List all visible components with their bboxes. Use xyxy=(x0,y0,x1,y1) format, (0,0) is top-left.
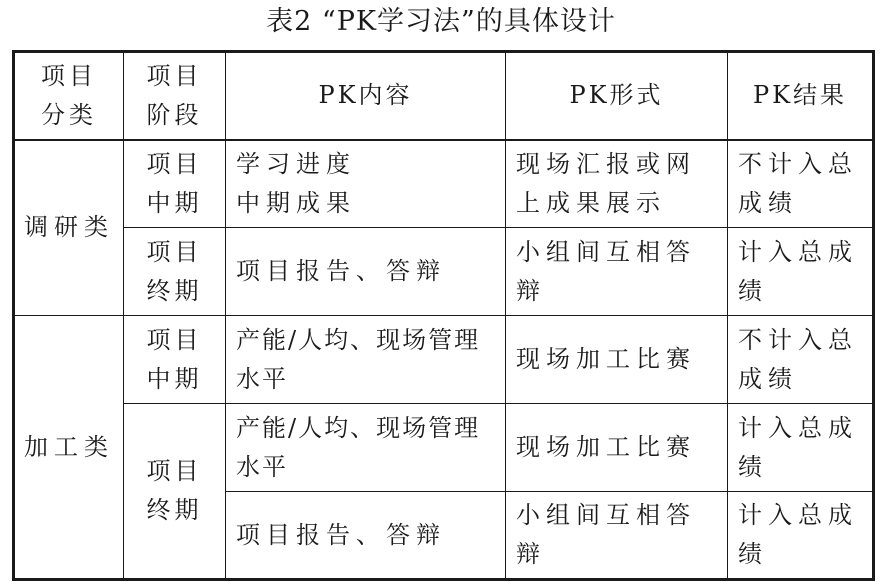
stage-line-2: 中期 xyxy=(146,188,203,217)
pk-design-table xyxy=(12,50,875,581)
header-result: PK结果 xyxy=(728,52,874,140)
category-cell-processing: 加工类 xyxy=(14,316,124,580)
result-line-1: 计入总成 xyxy=(738,237,858,266)
form-line-1: 现场加工比赛 xyxy=(516,433,696,461)
content-cell xyxy=(226,140,506,228)
header-stage xyxy=(124,52,226,140)
form-cell xyxy=(506,404,728,492)
content-line-1: 项目报告、答辩 xyxy=(236,520,446,549)
result-line-2: 成绩 xyxy=(738,364,798,393)
result-line-1: 不计入总 xyxy=(738,325,858,354)
content-cell xyxy=(226,228,506,316)
content-cell xyxy=(226,492,506,580)
result-line-2: 绩 xyxy=(738,452,768,481)
form-line-2: 辩 xyxy=(516,540,546,568)
result-cell xyxy=(728,316,874,404)
stage-line-1: 项目 xyxy=(146,237,203,266)
stage-cell xyxy=(124,228,226,316)
header-form: PK形式 xyxy=(506,52,728,140)
stage-line-1: 项目 xyxy=(146,325,203,354)
table-row xyxy=(14,140,874,228)
result-line-1: 计入总成 xyxy=(738,501,858,529)
stage-cell xyxy=(124,404,226,580)
content-cell xyxy=(226,404,506,492)
form-line-2: 辩 xyxy=(516,276,546,305)
table-row xyxy=(14,404,874,492)
stage-line-2: 中期 xyxy=(146,364,203,393)
stage-line-1: 项目 xyxy=(146,149,203,178)
content-line-1: 产能/人均、现场管理 xyxy=(236,325,481,354)
result-cell xyxy=(728,140,874,228)
header-category-line-2: 分类 xyxy=(41,100,97,129)
content-line-1: 产能/人均、现场管理 xyxy=(236,413,481,442)
form-line-2: 上成果展示 xyxy=(516,188,666,217)
header-category-line-1: 项目 xyxy=(41,61,97,90)
header-row xyxy=(14,52,874,140)
stage-cell xyxy=(124,140,226,228)
table-row xyxy=(14,316,874,404)
stage-line-2: 终期 xyxy=(146,276,203,305)
form-cell xyxy=(506,316,728,404)
form-cell xyxy=(506,492,728,580)
result-line-2: 绩 xyxy=(738,276,768,305)
form-line-1: 现场加工比赛 xyxy=(516,345,696,373)
result-line-2: 成绩 xyxy=(738,188,798,217)
result-line-1: 计入总成 xyxy=(738,413,858,442)
header-category xyxy=(14,52,124,140)
content-line-2: 水平 xyxy=(236,364,288,393)
form-line-1: 小组间互相答 xyxy=(516,501,696,529)
content-line-2: 水平 xyxy=(236,452,288,481)
table-row xyxy=(14,228,874,316)
header-stage-line-1: 项目 xyxy=(146,61,203,90)
content-line-2: 中期成果 xyxy=(236,188,356,217)
header-stage-line-2: 阶段 xyxy=(146,100,203,129)
table-header xyxy=(14,52,874,140)
result-line-1: 不计入总 xyxy=(738,149,858,178)
result-cell xyxy=(728,228,874,316)
result-cell xyxy=(728,492,874,580)
stage-line-2: 终期 xyxy=(146,496,203,524)
stage-cell xyxy=(124,316,226,404)
form-line-1: 现场汇报或网 xyxy=(516,149,696,178)
result-line-2: 绩 xyxy=(738,540,768,568)
form-line-1: 小组间互相答 xyxy=(516,237,696,266)
header-content: PK内容 xyxy=(226,52,506,140)
form-cell xyxy=(506,228,728,316)
stage-line-1: 项目 xyxy=(146,457,203,485)
table-caption: 表2 “PK学习法”的具体设计 xyxy=(266,6,616,37)
category-cell-research: 调研类 xyxy=(14,140,124,316)
table-body xyxy=(14,140,874,580)
content-cell xyxy=(226,316,506,404)
content-line-1: 学习进度 xyxy=(236,149,356,178)
result-cell xyxy=(728,404,874,492)
form-cell xyxy=(506,140,728,228)
content-line-1: 项目报告、答辩 xyxy=(236,257,446,285)
